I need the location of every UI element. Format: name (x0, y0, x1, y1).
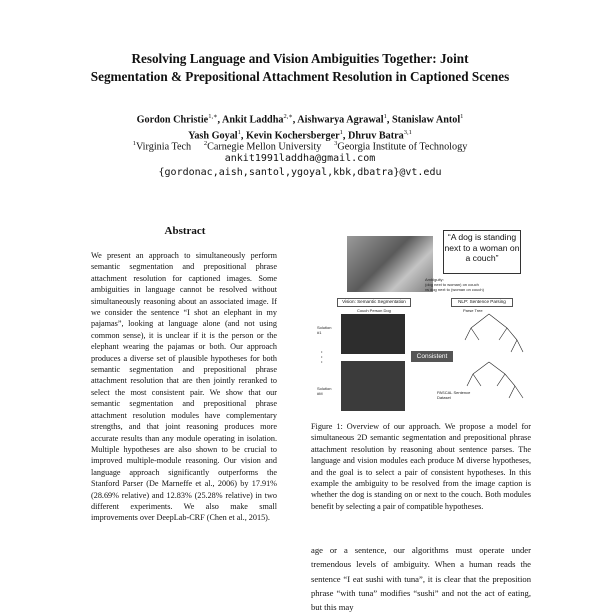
figure-caption: Figure 1: Overview of our approach. We propose a model for simultaneous 2D semantic segmentation and prepositional phrase attachment resolution by reasoning about sentence parses. The language and vision modules each produce M diverse hypotheses, and the goal is to select a pair of consistent hypotheses. In this example the ambiguity to be resolved from the image caption is whether the dog is standing on or next to the couch. Both modules benefit by selecting a pair of compatible hypotheses. (311, 422, 531, 511)
author-sup: 1 (339, 129, 343, 137)
figure-1 (313, 226, 531, 416)
abstract-text: We present an approach to simultaneously perform semantic segmentation and prepositional phrase attachment resolution for captioned images. Some ambiguities in language cannot be resolved without simultaneously reasoning about an associated image. If we consider the sentence “I shot an elephant in my pajamas”, looking at language alone (and not using common sense), it is unclear if it is the person or the elephant wearing the pajamas or both. Our approach produces a diverse set of plausible hypotheses for both semantic segmentation and prepositional phrase attachment resolution that are then jointly reranked to select the most consistent pair. We show that our semantic segmentation and prepositional phrase attachment resolution modules have complementary strengths, and that joint reasoning produces more accurate results than any module operating in isolation. Multiple hypotheses are also shown to be crucial to improved multiple-module reasoning. Our vision and language approach significantly outperforms the Stanford Parser (De Marneffe et al., 2006) by 17.91% (28.69% relative) and 12.83% (25.28% relative) in two different experiments. We also make small improvements over DeepLab-CRF (Chen et al., 2015). (91, 251, 277, 523)
title-line-2: Segmentation & Prepositional Attachment Resolution in Captioned Scenes (90, 69, 510, 84)
author: Gordon Christie (136, 114, 209, 126)
affil-sup: 3 (334, 140, 338, 147)
author-sup: 1 (237, 129, 241, 137)
affil-sup: 1 (132, 140, 136, 147)
author-sup: 1 (460, 113, 464, 120)
author: Dhruv Batra (348, 130, 404, 142)
paper-title (40, 50, 560, 86)
affiliation: Georgia Institute of Technology (337, 141, 468, 153)
author: Ankit Laddha (222, 114, 284, 126)
title-line-1: Resolving Language and Vision Ambiguities Together: Joint (131, 51, 469, 66)
author-sup: 1,∗ (208, 113, 218, 120)
author-sup: 1 (383, 113, 387, 120)
ambiguity-line: Ambiguity: (425, 277, 444, 282)
authors-line-1: Gordon Christie$^{1,∗}$, Ankit Laddha$^{2,∗}$, Aishwarya Agrawal$^1$, Stanislaw Antol$^1$ (136, 113, 464, 126)
affiliation: Virginia Tech (135, 141, 192, 153)
nlp-label: NLP: Sentence Parsing (451, 298, 513, 307)
affiliations (60, 137, 540, 153)
ellipsis-dots: • • • (321, 349, 323, 364)
email-2[interactable]: {gordonac,aish,santol,ygoyal,kbk,dbatra}@vt.edu (158, 167, 442, 178)
parse-tags: Parse Tree (463, 308, 483, 313)
author: Yash Goyal (188, 130, 238, 142)
figure-quote-box: “A dog is standing next to a woman on a couch” (443, 230, 521, 274)
author-sup: 2,∗ (283, 113, 293, 120)
author-sup: 3,1 (403, 129, 412, 137)
body-text: age or a sentence, our algorithms must operate under tremendous levels of ambiguity. When a human reads the sentence “I eat sushi with tuna”, it is clear that the preposition phrase “with tuna” modifies “sushi” and not the act of eating, but this may (311, 545, 531, 613)
ambiguity-line: (dog next to woman) on couch (425, 282, 479, 287)
seg-tags: Couch Person Dog (357, 308, 391, 313)
ambiguity-text (425, 277, 525, 292)
author: Kevin Kochersberger (246, 130, 340, 142)
pascal-label: PASCAL Sentence Dataset (437, 390, 471, 400)
author: Stanislaw Antol (391, 114, 461, 126)
ambiguity-line: vs dog next to (woman on couch) (425, 287, 484, 292)
figure-photo (347, 236, 433, 292)
vision-label: Vision: Semantic Segmentation (337, 298, 411, 307)
seg-hypothesis-m (341, 361, 405, 411)
email-1[interactable]: ankit1991laddha@gmail.com (224, 153, 376, 164)
affiliation: Carnegie Mellon University (207, 141, 322, 153)
solution-m-label: Solution #M (317, 386, 332, 396)
seg-hypothesis-1 (341, 314, 405, 354)
affil-sup: 2 (203, 140, 208, 147)
abstract-heading: Abstract (164, 225, 206, 237)
solution-1-label: Solution #1 (317, 325, 332, 335)
consistent-arrow: Consistent (411, 351, 453, 362)
authors-line-2: Yash Goyal$^1$, Kevin Kochersberger$^1$, Dhruv Batra$^{3,1}$ (188, 129, 412, 142)
author: Aishwarya Agrawal (297, 114, 384, 126)
